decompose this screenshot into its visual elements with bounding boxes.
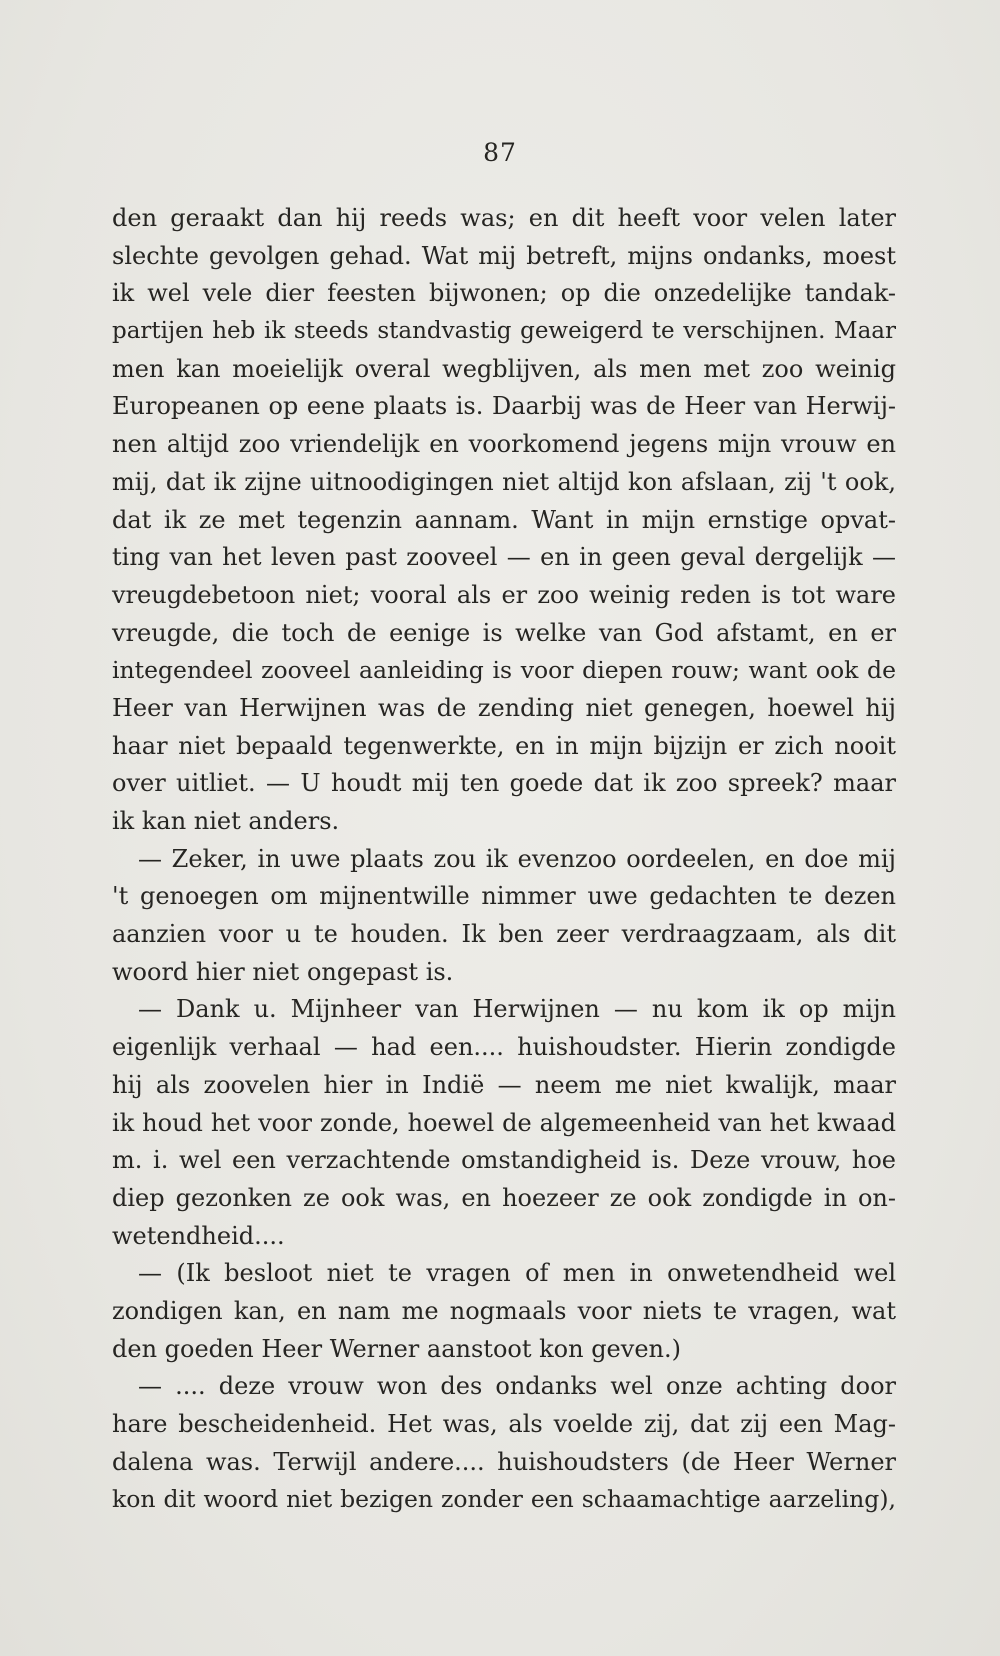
text-line: nen altijd zoo vriendelijk en voorkomend jegens mijn vrouw en — [112, 430, 896, 459]
text-line: — (Ik besloot niet te vragen of men in onwetendheid wel — [138, 1259, 896, 1288]
text-line: integendeel zooveel aanleiding is voor diepen rouw; want ook de — [112, 656, 896, 685]
text-line: — .... deze vrouw won des ondanks wel onze achting door — [138, 1372, 896, 1401]
text-line: ting van het leven past zooveel — en in geen geval dergelijk — — [112, 543, 896, 572]
text-line: den geraakt dan hij reeds was; en dit heeft voor velen later — [112, 204, 896, 232]
text-line: hij als zoovelen hier in Indië — neem me niet kwalijk, maar — [112, 1070, 896, 1099]
text-line: eigenlijk verhaal — had een.... huishoudster. Hierin zondigde — [112, 1033, 896, 1062]
text-line: dat ik ze met tegenzin aannam. Want in mijn ernstige opvat- — [112, 505, 896, 534]
text-line: over uitliet. — U houdt mij ten goede dat ik zoo spreek? maar — [112, 769, 896, 798]
text-line: wetendheid.... — [112, 1221, 285, 1250]
text-line: mij, dat ik zijne uitnoodigingen niet altijd kon afslaan, zij 't ook, — [112, 467, 896, 496]
text-line: dalena was. Terwijl andere.... huishoudsters (de Heer Werner — [112, 1447, 896, 1476]
text-line: 't genoegen om mijnentwille nimmer uwe gedachten te dezen — [112, 882, 896, 911]
text-line: den goeden Heer Werner aanstoot kon geven.) — [112, 1334, 681, 1363]
body-text — [112, 200, 896, 1519]
text-line: men kan moeielijk overal wegblijven, als men met zoo weinig — [112, 354, 896, 383]
text-line: — Dank u. Mijnheer van Herwijnen — nu kom ik op mijn — [138, 995, 896, 1024]
page-number: 87 — [483, 138, 517, 167]
text-line: zondigen kan, en nam me nogmaals voor niets te vragen, wat — [112, 1296, 896, 1325]
text-line: haar niet bepaald tegenwerkte, en in mijn bijzijn er zich nooit — [112, 731, 896, 760]
text-line: slechte gevolgen gehad. Wat mij betreft, mijns ondanks, moest — [112, 241, 896, 270]
text-line: diep gezonken ze ook was, en hoezeer ze ook zondigde in on- — [112, 1183, 896, 1212]
text-line: vreugdebetoon niet; vooral als er zoo weinig reden is tot ware — [112, 580, 896, 609]
text-line: Europeanen op eene plaats is. Daarbij was de Heer van Herwij- — [112, 392, 896, 421]
text-line: Heer van Herwijnen was de zending niet genegen, hoewel hij — [112, 693, 896, 722]
text-line: ik houd het voor zonde, hoewel de algemeenheid van het kwaad — [112, 1108, 896, 1137]
text-line: hare bescheidenheid. Het was, als voelde zij, dat zij een Mag- — [112, 1410, 896, 1438]
text-line: woord hier niet ongepast is. — [112, 957, 454, 986]
text-line: aanzien voor u te houden. Ik ben zeer verdraagzaam, als dit — [112, 920, 896, 949]
text-line: ik kan niet anders. — [112, 807, 340, 835]
text-line: — Zeker, in uwe plaats zou ik evenzoo oordeelen, en doe mij — [138, 844, 896, 873]
text-line: ik wel vele dier feesten bijwonen; op die onzedelijke tandak- — [112, 279, 896, 308]
text-line: m. i. wel een verzachtende omstandigheid is. Deze vrouw, hoe — [112, 1146, 896, 1175]
text-line: vreugde, die toch de eenige is welke van God afstamt, en er — [112, 618, 896, 647]
text-line: partijen heb ik steeds standvastig geweigerd te verschijnen. Maar — [112, 318, 896, 345]
text-line: kon dit woord niet bezigen zonder een schaamachtige aarzeling), — [112, 1485, 896, 1514]
